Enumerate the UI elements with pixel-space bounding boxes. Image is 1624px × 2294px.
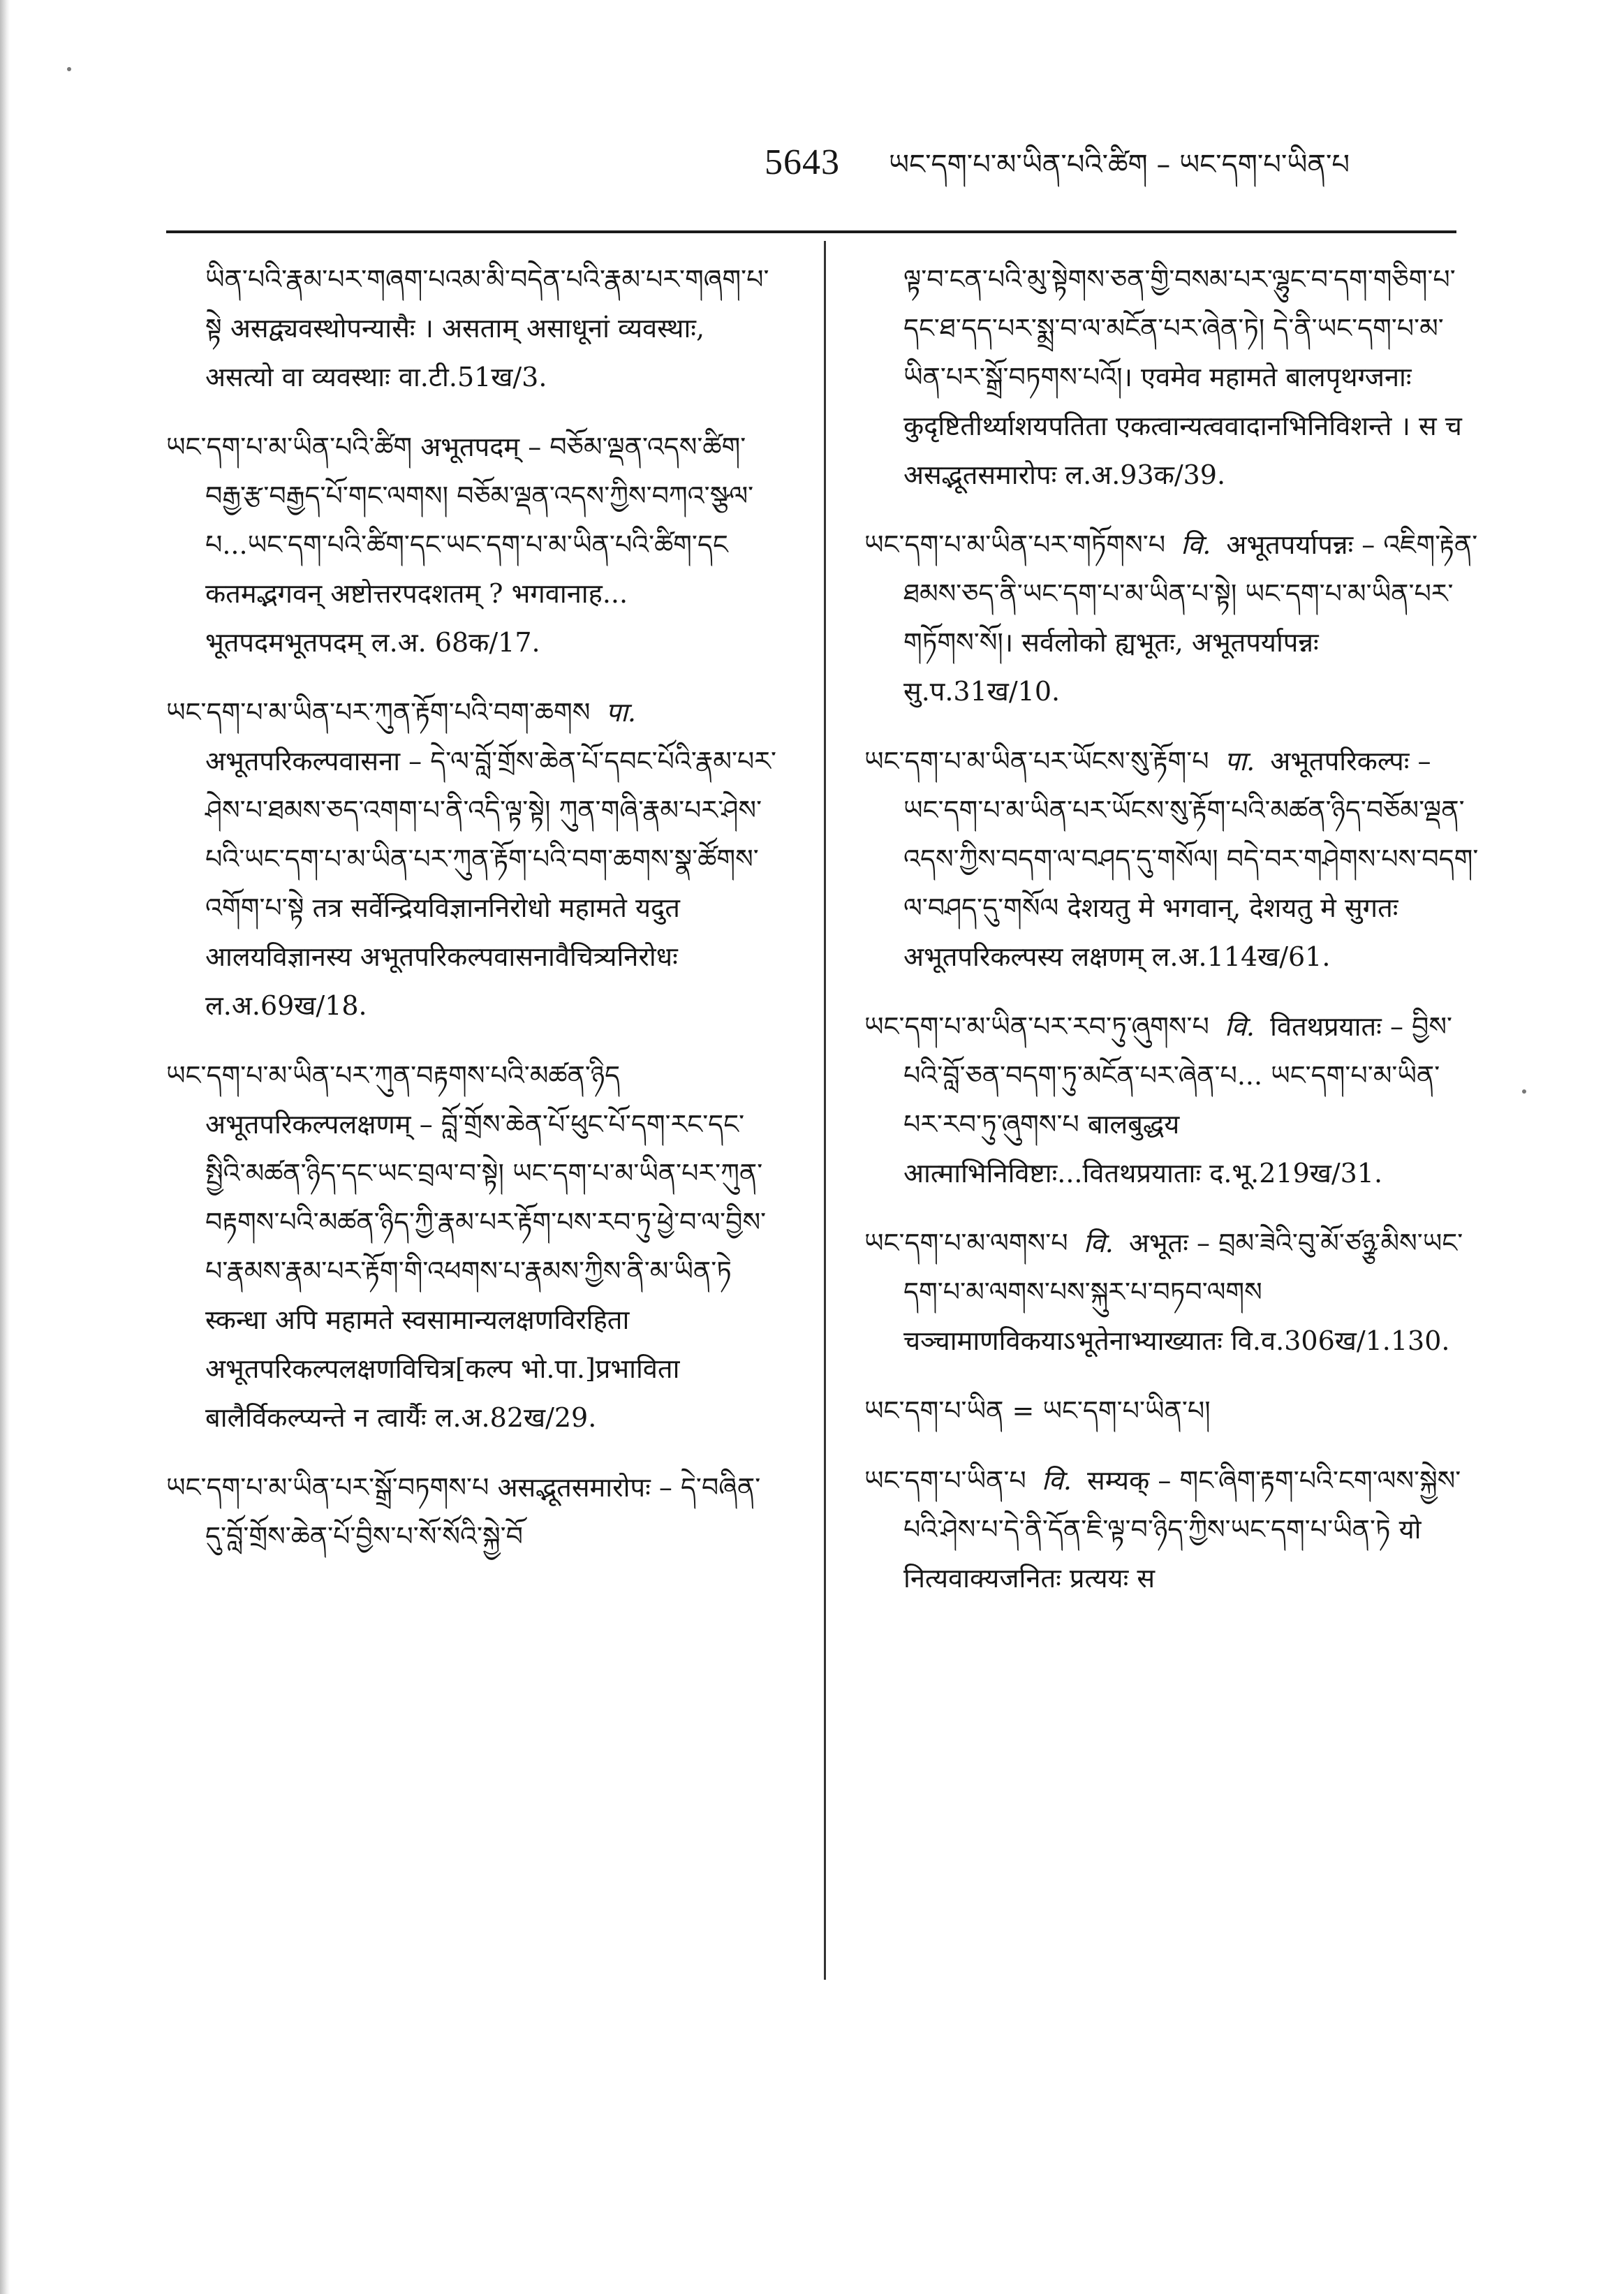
entry-definition: अभूतपदम् – བཅོམ་ལྡན་འདས་ཚིག་བརྒྱ་རྩ་བརྒྱད་པོ་གང་ལགས། བཅོམ་ལྡན་འདས་ཀྱིས་བཀའ་སྩལ་པ...ཡང་དག་པའི་ཚིག་དང་ཡང་དག་པ་མ་ཡིན་པའི་ཚིག་དང कतमद्भगवन् अष्टोत्तरपदशतम् ? भगवानाह... भूतपदमभूतपदम् ल.अ. 68क/17. (205, 432, 754, 658)
dictionary-entry-continuation (166, 255, 781, 402)
dictionary-entry (166, 1051, 781, 1442)
grammar-tag: पा. (605, 697, 637, 728)
grammar-tag: वि. (1181, 529, 1211, 560)
grammar-tag: वि. (1041, 1465, 1072, 1496)
dictionary-entry (166, 1463, 781, 1561)
entry-definition: ལྟ་བ་ངན་པའི་མུ་སྟེགས་ཅན་གྱི་བསམ་པར་ལྷུང་བ་དག་གཅིག་པ་དང་ཐ་དད་པར་སྨྲ་བ་ལ་མངོན་པར་ཞེན་ཏེ། དེ་ནི་ཡང་དག་པ་མ་ཡིན་པར་སྒྲོ་བཏགས་པའོ།। एवमेव महामते बालपृथग्जनाः कुदृष्टितीर्थ्याशयपतिता एकत्वान्यत्ववादानभिनिविशन्ते । स च असद्भूतसमारोपः ल.अ.93क/39. (903, 264, 1462, 490)
entry-definition: अभूतपरिकल्पलक्षणम् – བློ་གྲོས་ཆེན་པོ་ཕུང་པོ་དག་རང་དང་སྤྱིའི་མཚན་ཉིད་དང་ཡང་བྲལ་བ་སྟེ། ཡང་དག་པ་མ་ཡིན་པར་ཀུན་བརྟགས་པའི་མཚན་ཉིད་ཀྱི་རྣམ་པར་རྟོག་པས་རབ་ཏུ་ཕྱེ་བ་ལ་བྱིས་པ་རྣམས་རྣམ་པར་རྟོག་གི་འཕགས་པ་རྣམས་ཀྱིས་ནི་མ་ཡིན་ཏེ स्कन्धा अपि महामते स्वसामान्यलक्षणविरहिता अभूतपरिकल्पलक्षणविचित्र[कल्प भो.पा.]प्रभाविता बालैर्विकल्प्यन्ते न त्वार्यैः ल.अ.82ख/29. (205, 1109, 767, 1433)
entry-definition: अभूतः – བྲམ་ཟེའི་བུ་མོ་ཙཉྩ་མིས་ཡང་དག་པ་མ་ལགས་པས་སྐུར་པ་བཏབ་ལགས चञ्चामाणविकयाऽभूतेनाभ्याख्यातः वि.व.306ख/1.130. (903, 1228, 1463, 1356)
dictionary-entry (864, 1002, 1479, 1198)
entry-headword: ཡང་དག་པ་མ་ཡིན་པར་སྒྲོ་བཏགས་པ (166, 1472, 489, 1503)
entry-definition: वितथप्रयातः – བྱིས་པའི་བློ་ཅན་བདག་ཏུ་མངོན་པར་ཞེན་པ... ཡང་དག་པ་མ་ཡིན་པར་རབ་ཏུ་ཞུགས་པ बालबुद्धय आत्माभिनिविष्टाः...वितथप्रयाताः द.भू.219ख/31. (903, 1011, 1453, 1189)
right-column (864, 255, 1479, 1624)
entry-headword: ཡང་དག་པ་མ་ཡིན་པའི་ཚིག (166, 432, 413, 462)
entry-headword: ཡང་དག་པ་མ་ཡིན་པར་ཡོངས་སུ་རྟོག་པ (864, 746, 1209, 777)
grammar-tag: वि. (1224, 1011, 1255, 1042)
entry-headword: ཡང་དག་པ་མ་ཡིན་པར་ཀུན་བརྟགས་པའི་མཚན་ཉིད (166, 1060, 621, 1091)
entry-cross-reference: = ཡང་དག་པ་ཡིན་པ། (1012, 1395, 1211, 1426)
entry-headword: ཡང་དག་པ་མ་ཡིན་པར་གཏོགས་པ (864, 529, 1166, 560)
entry-definition: अभूतपरिकल्पः – ཡང་དག་པ་མ་ཡིན་པར་ཡོངས་སུ་རྟོག་པའི་མཚན་ཉིད་བཅོམ་ལྡན་འདས་ཀྱིས་བདག་ལ་བཤད་དུ་གསོལ། བདེ་བར་གཤེགས་པས་བདག་ལ་བཤད་དུ་གསོལ देशयतु मे भगवान्, देशयतु मे सुगतः अभूतपरिकल्पस्य लक्षणम् ल.अ.114ख/61. (903, 746, 1479, 972)
entry-definition: सम्यक् – གང་ཞིག་རྟག་པའི་ངག་ལས་སྐྱེས་པའི་ཤེས་པ་དེ་ནི་དོན་ཇི་ལྟ་བ་ཉིད་ཀྱིས་ཡང་དག་པ་ཡིན་ཏེ यो नित्यवाक्यजनितः प्रत्ययः स (903, 1465, 1461, 1594)
dictionary-entry (166, 422, 781, 667)
dictionary-entry (166, 688, 781, 1030)
dictionary-entry (864, 1456, 1479, 1603)
entry-headword: ཡང་དག་པ་ཡིན (864, 1395, 1004, 1426)
dictionary-entry (864, 737, 1479, 981)
scan-speck (1522, 1089, 1526, 1094)
entry-headword: ཡང་དག་པ་ཡིན་པ (864, 1465, 1026, 1496)
page-header (765, 133, 1463, 182)
left-column (166, 255, 781, 1582)
dictionary-entry (864, 1386, 1479, 1435)
column-divider (824, 241, 826, 1980)
running-head: ཡང་དག་པ་མ་ཡིན་པའི་ཚིག – ཡང་དག་པ་ཡིན་པ (889, 149, 1350, 181)
scan-edge-shadow (0, 0, 10, 2294)
entry-definition: असद्भूतसमारोपः – དེ་བཞིན་དུ་བློ་གྲོས་ཆེན་པོ་བྱིས་པ་སོ་སོའི་སྐྱེ་བོ (205, 1472, 761, 1552)
grammar-tag: पा. (1224, 746, 1255, 777)
header-rule (166, 230, 1456, 233)
entry-definition: ཡིན་པའི་རྣམ་པར་གཞག་པའམ་མི་བདེན་པའི་རྣམ་པར་གཞག་པ་སྟེ असद्व्यवस्थोपन्यासैः । असताम् असाधूनां व्यवस्थाः, असत्यो वा व्यवस्थाः वा.टी.51ख/3. (205, 264, 769, 392)
entry-headword: ཡང་དག་པ་མ་ལགས་པ (864, 1228, 1068, 1258)
dictionary-entry (864, 1219, 1479, 1365)
entry-definition: अभूतपरिकल्पवासना – དེ་ལ་བློ་གྲོས་ཆེན་པོ་དབང་པོའི་རྣམ་པར་ཤེས་པ་ཐམས་ཅད་འགག་པ་ནི་འདི་ལྟ་སྟེ། ཀུན་གཞི་རྣམ་པར་ཤེས་པའི་ཡང་དག་པ་མ་ཡིན་པར་ཀུན་རྟོག་པའི་བག་ཆགས་སྣ་ཚོགས་འགོག་པ་སྟེ तत्र सर्वेन्द्रियविज्ञाननिरोधो महामते यदुत आलयविज्ञानस्य अभूतपरिकल्पवासनावैचित्र्यनिरोधः ल.अ.69ख/18. (205, 746, 776, 1021)
entry-definition: अभूतपर्यापन्नः – འཇིག་རྟེན་ཐམས་ཅད་ནི་ཡང་དག་པ་མ་ཡིན་པ་སྟེ། ཡང་དག་པ་མ་ཡིན་པར་གཏོགས་སོ།। सर्वलोको ह्यभूतः, अभूतपर्यापन्नः सु.प.31ख/10. (903, 529, 1478, 707)
dictionary-entry-continuation (864, 255, 1479, 499)
dictionary-entry (864, 520, 1479, 716)
grammar-tag: वि. (1083, 1228, 1114, 1258)
entry-headword: ཡང་དག་པ་མ་ཡིན་པར་ཀུན་རྟོག་པའི་བག་ཆགས (166, 697, 591, 728)
scan-speck (67, 67, 71, 71)
page-number: 5643 (765, 142, 840, 182)
entry-headword: ཡང་དག་པ་མ་ཡིན་པར་རབ་ཏུ་ཞུགས་པ (864, 1011, 1209, 1042)
